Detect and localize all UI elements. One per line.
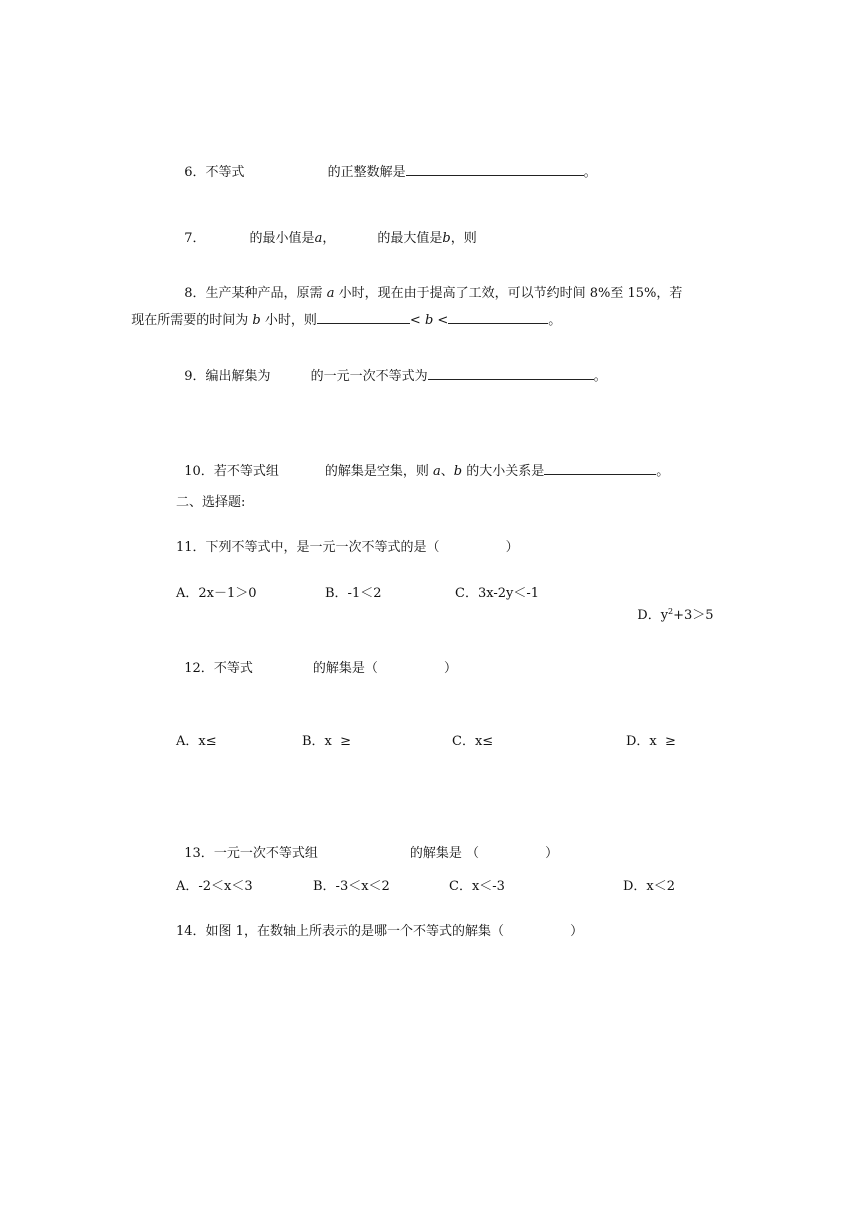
q8-lt-2: < (433, 313, 449, 328)
question-11-stem: 11．下列不等式中，是一元一次不等式的是（ ） (176, 540, 519, 555)
q13-option-c[interactable]: C．x＜-3 (449, 879, 505, 894)
q7-number: 7． (184, 231, 206, 246)
q13-number: 13． (184, 846, 214, 861)
q12-option-c[interactable]: C．x≤ (452, 734, 494, 749)
question-7 (176, 212, 477, 248)
q6-text-b: 的正整数解是 (327, 165, 406, 180)
q8-end: 。 (548, 313, 562, 328)
q8-var-a: a (326, 286, 335, 301)
q12-option-d[interactable]: D．x ≥ (626, 734, 676, 749)
q7-var-b: b (442, 231, 451, 246)
q9-answer-blank[interactable] (428, 366, 594, 380)
q8-upper-blank[interactable] (448, 310, 548, 324)
q13-option-b[interactable]: B．-3＜x＜2 (313, 879, 390, 894)
q9-end: 。 (593, 369, 607, 384)
q13-text-a: 一元一次不等式组 (213, 846, 318, 861)
q12-text-a: 不等式 (213, 661, 253, 676)
q6-number: 6． (184, 165, 206, 180)
q8-text-2b: 小时，则 (264, 313, 317, 328)
q6-end: 。 (583, 165, 597, 180)
question-13-stem (176, 827, 558, 863)
q10-answer-blank[interactable] (544, 461, 656, 475)
q6-answer-blank[interactable] (406, 162, 584, 176)
q12-number: 12． (184, 661, 214, 676)
q10-text-a: 若不等式组 (213, 464, 279, 479)
q13-text-b: 的解集是 （ ） (409, 846, 559, 861)
q12-option-b[interactable]: B．x ≥ (302, 734, 352, 749)
question-14-stem: 14．如图 1，在数轴上所表示的是哪一个不等式的解集（ ） (176, 924, 584, 939)
q13-option-a[interactable]: A．-2＜x＜3 (176, 879, 253, 894)
q11-option-a[interactable]: A．2x－1＞0 (176, 586, 257, 601)
q10-text-b: 的解集是空集，则 (324, 464, 429, 479)
q11-option-c[interactable]: C．3x-2y＜-1 (455, 586, 539, 601)
q11-d-post: +3＞5 (673, 608, 714, 623)
q10-var-b: b (453, 464, 463, 479)
q8-text-1: 8．生产某种产品，原需 (184, 286, 323, 301)
question-9 (176, 348, 607, 386)
q9-text-a: 编出解集为 (205, 369, 271, 384)
q10-number: 10． (184, 464, 214, 479)
q7-sep: ， (322, 231, 336, 246)
q11-option-d[interactable] (629, 585, 714, 625)
q8-lower-blank[interactable] (317, 310, 410, 324)
q8-lt-1: < (409, 313, 425, 328)
q6-text-a: 不等式 (205, 165, 245, 180)
question-6 (176, 144, 597, 182)
q10-var-a: a (432, 464, 441, 479)
q10-text-c: 的大小关系是 (466, 464, 545, 479)
q7-text-b: 的最大值是 (377, 231, 443, 246)
q11-d-pre: D．y (637, 608, 669, 623)
question-10 (176, 443, 669, 481)
q13-option-d[interactable]: D．x＜2 (623, 879, 676, 894)
q7-text-c: ，则 (450, 231, 477, 246)
question-8-line-2 (123, 292, 561, 330)
q12-text-b: 的解集是（ ） (312, 661, 457, 676)
q9-number: 9． (184, 369, 206, 384)
q7-var-a: a (314, 231, 323, 246)
section-2-heading: 二、选择题: (176, 495, 246, 510)
q8-var-b: b (252, 313, 261, 328)
q7-text-a: 的最小值是 (249, 231, 315, 246)
q10-end: 。 (656, 464, 670, 479)
q12-option-a[interactable]: A．x≤ (176, 734, 217, 749)
question-12-stem (176, 642, 457, 678)
q10-sep: 、 (440, 464, 454, 479)
q8-text-1b: 小时，现在由于提高了工效，可以节约时间 8%至 15%，若 (338, 286, 683, 301)
q9-text-b: 的一元一次不等式为 (310, 369, 428, 384)
q8-text-2a: 现在所需要的时间为 (131, 313, 249, 328)
q11-d-sup: 2 (668, 607, 674, 616)
q11-option-b[interactable]: B．-1＜2 (325, 586, 382, 601)
q8-var-b2: b (424, 313, 434, 328)
